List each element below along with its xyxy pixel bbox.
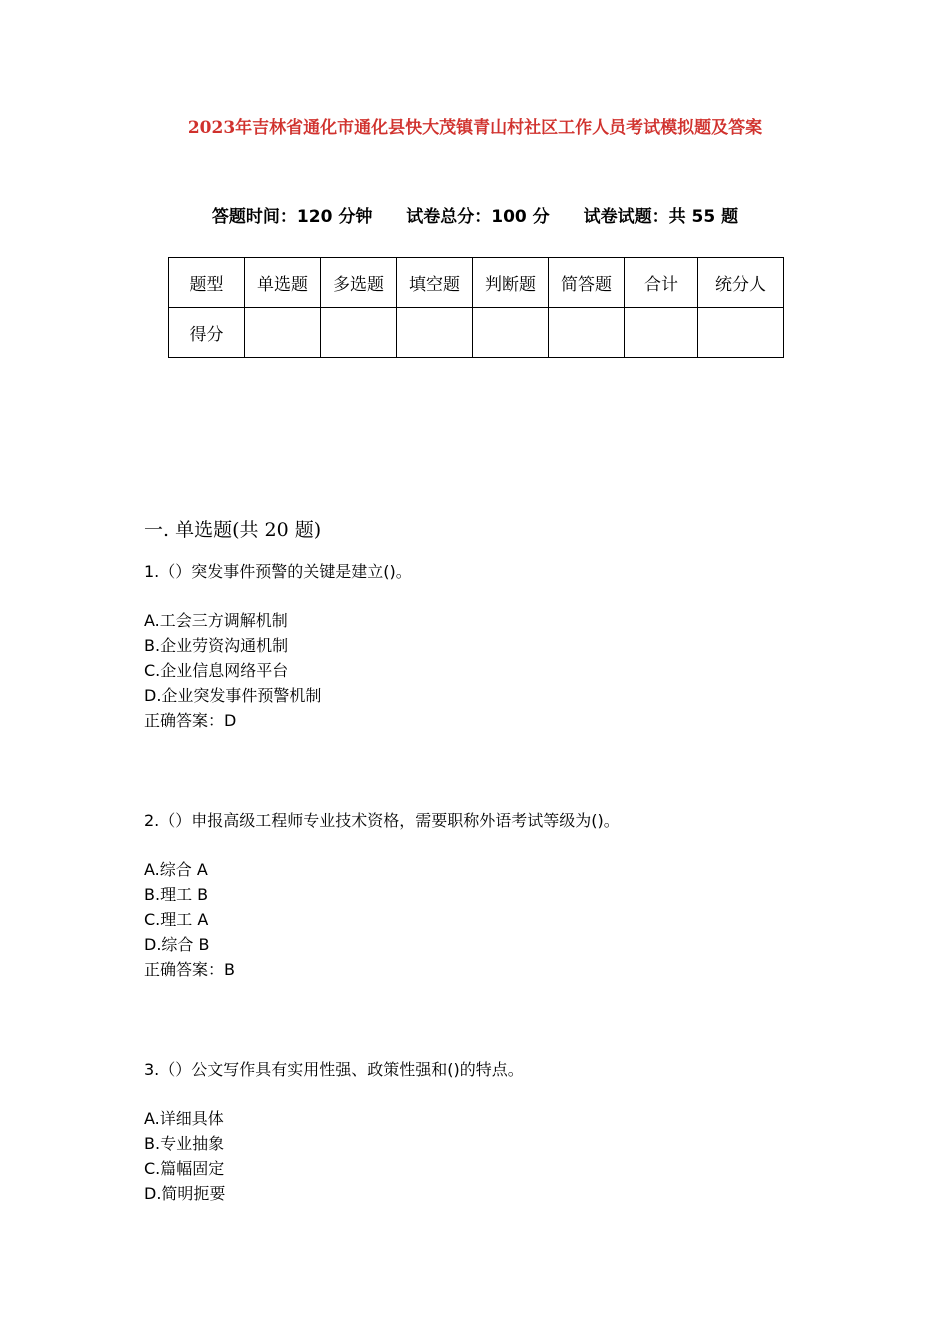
score-cell[interactable] (321, 308, 397, 358)
answer: 正确答案：D (144, 711, 237, 730)
question-2 (144, 808, 620, 982)
option: D.综合 B (144, 935, 210, 954)
question-stem: 1.（）突发事件预警的关键是建立()。 (144, 562, 412, 581)
question-stem: 2.（）申报高级工程师专业技术资格，需要职称外语考试等级为()。 (144, 811, 620, 830)
header-cell: 判断题 (473, 258, 549, 308)
answer: 正确答案：B (144, 960, 235, 979)
score-cell[interactable] (245, 308, 321, 358)
option: C.理工 A (144, 910, 209, 929)
header-cell: 单选题 (245, 258, 321, 308)
option: B.专业抽象 (144, 1134, 225, 1153)
option: B.企业劳资沟通机制 (144, 636, 289, 655)
option: B.理工 B (144, 885, 209, 904)
score-cell[interactable] (698, 308, 784, 358)
exam-time: 答题时间：120 分钟 (211, 207, 373, 227)
header-cell: 题型 (169, 258, 245, 308)
score-table-score-row (169, 308, 784, 358)
score-table (168, 257, 784, 358)
header-cell: 填空题 (397, 258, 473, 308)
question-1 (144, 559, 412, 733)
row-label: 得分 (169, 308, 245, 358)
score-cell[interactable] (549, 308, 625, 358)
option: D.简明扼要 (144, 1184, 226, 1203)
option: C.篇幅固定 (144, 1159, 225, 1178)
score-cell[interactable] (397, 308, 473, 358)
option: A.详细具体 (144, 1109, 224, 1128)
section-heading: 一. 单选题(共 20 题) (144, 519, 322, 541)
exam-info (0, 202, 950, 227)
header-cell: 简答题 (549, 258, 625, 308)
option: A.工会三方调解机制 (144, 611, 288, 630)
option: A.综合 A (144, 860, 208, 879)
option: C.企业信息网络平台 (144, 661, 289, 680)
exam-total-score: 试卷总分：100 分 (406, 207, 550, 227)
document-title: 2023年吉林省通化市通化县快大茂镇青山村社区工作人员考试模拟题及答案 (187, 118, 763, 138)
question-stem: 3.（）公文写作具有实用性强、政策性强和()的特点。 (144, 1060, 524, 1079)
score-cell[interactable] (473, 308, 549, 358)
exam-question-count: 试卷试题：共 55 题 (583, 207, 739, 227)
score-cell[interactable] (625, 308, 698, 358)
question-3 (144, 1057, 524, 1206)
score-table-header-row (169, 258, 784, 308)
header-cell: 多选题 (321, 258, 397, 308)
header-cell: 统分人 (698, 258, 784, 308)
option: D.企业突发事件预警机制 (144, 686, 322, 705)
header-cell: 合计 (625, 258, 698, 308)
